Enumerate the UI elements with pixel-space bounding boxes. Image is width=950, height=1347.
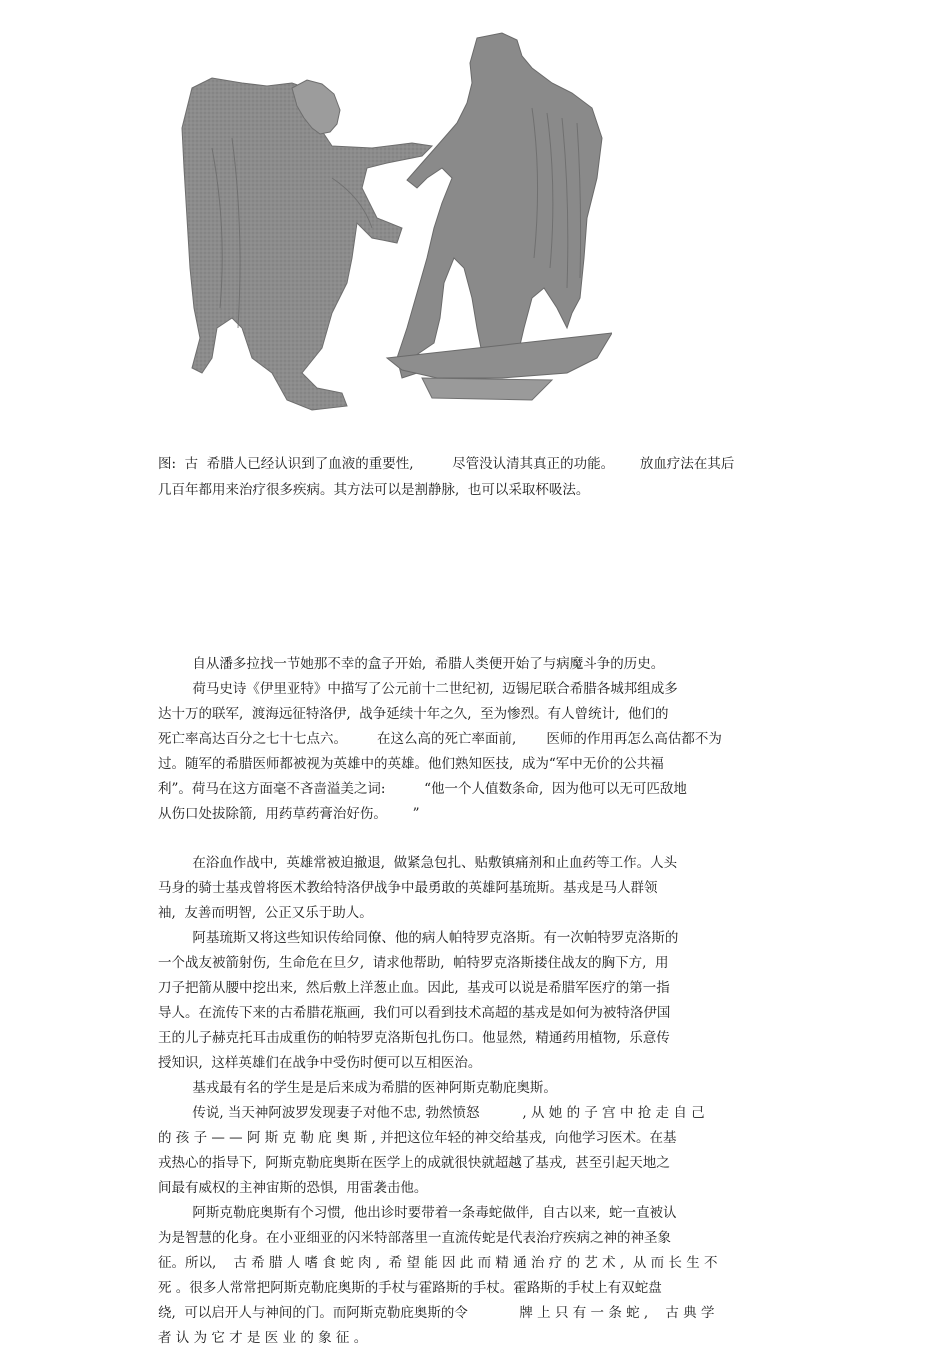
text-line: 达十万的联军, 渡海远征特洛伊, 战争延续十年之久, 至为惨烈。有人曾统计, 他们的 xyxy=(158,706,669,722)
text-line: 阿斯克勒庇奥斯有个习惯, 他出诊时要带着一条毒蛇做伴, 自古以来, 蛇一直被认 xyxy=(158,1205,677,1221)
text-line: 在浴血作战中, 英雄常被迫撤退, 做紧急包扎、贴敷镇痛剂和止血药等工作。人头 xyxy=(158,855,678,871)
text-line: 授知识, 这样英雄们在战争中受伤时便可以互相医治。 xyxy=(158,1055,482,1071)
figure-caption-line-1: 图: 古 希腊人已经认识到了血液的重要性, 尽管没认清其真正的功能。 放血疗法在其后 xyxy=(158,456,735,472)
text-line: 绕, 可以启开人与神间的门。而阿斯克勒庇奥斯的令 牌 上 只 有 一 条 蛇 , 古 典 学 xyxy=(158,1305,715,1321)
text-line: 传说, 当天神阿波罗发现妻子对他不忠, 勃然愤怒 , 从 她 的 子 宫 中 抢 走 自 己 xyxy=(158,1105,705,1121)
text-line: 一个战友被箭射伤, 生命危在旦夕, 请求他帮助, 帕特罗克洛斯搂住战友的胸下方, 用 xyxy=(158,955,669,971)
figure-caption-line-2: 几百年都用来治疗很多疾病。其方法可以是割静脉, 也可以采取杯吸法。 xyxy=(158,482,590,498)
text-line: 阿基琉斯又将这些知识传给同僚、他的病人帕特罗克洛斯。有一次帕特罗克洛斯的 xyxy=(158,930,679,946)
text-line: 袖, 友善而明智, 公正又乐于助人。 xyxy=(158,905,373,921)
text-line: 者 认 为 它 才 是 医 业 的 象 征 。 xyxy=(158,1330,368,1346)
text-line: 马身的骑士基戎曾将医术教给特洛伊战争中最勇敢的英雄阿基琉斯。基戎是马人群领 xyxy=(158,880,658,896)
text-line: 间最有威权的主神宙斯的恐惧, 用雷袭击他。 xyxy=(158,1180,428,1196)
text-line: 自从潘多拉找一节她那不幸的盒子开始, 希腊人类便开始了与病魔斗争的历史。 xyxy=(158,656,665,672)
text-line: 征。所以, 古 希 腊 人 嗜 食 蛇 肉 , 希 望 能 因 此 而 精 通 治 疗 的 艺 术 , 从 而 长 生 不 xyxy=(158,1255,718,1271)
text-line: 荷马史诗《伊里亚特》中描写了公元前十二世纪初, 迈锡尼联合希腊各城邦组成多 xyxy=(158,681,678,697)
text-line: 的 孩 子 — — 阿 斯 克 勒 庇 奥 斯 , 并把这位年轻的神交给基戎, 向他学习医术。在基 xyxy=(158,1130,677,1146)
text-line: 过。随军的希腊医师都被视为英雄中的英雄。他们熟知医技, 成为“军中无价的公共福 xyxy=(158,756,664,772)
text-line: 死 。很多人常常把阿斯克勒庇奥斯的手杖与霍路斯的手杖。霍路斯的手杖上有双蛇盘 xyxy=(158,1280,662,1296)
vase-painting-image xyxy=(172,28,612,418)
text-line: 王的儿子赫克托耳击成重伤的帕特罗克洛斯包扎伤口。他显然, 精通药用植物, 乐意传 xyxy=(158,1030,670,1046)
text-line: 利”。荷马在这方面毫不吝啬溢美之词: “他一个人值数条命, 因为他可以无可匹敌地 xyxy=(158,781,687,797)
text-line: 戎热心的指导下, 阿斯克勒庇奥斯在医学上的成就很快就超越了基戎, 甚至引起天地之 xyxy=(158,1155,670,1171)
text-line: 导人。在流传下来的古希腊花瓶画, 我们可以看到技术高超的基戎是如何为被特洛伊国 xyxy=(158,1005,671,1021)
text-line: 为是智慧的化身。在小亚细亚的闪米特部落里一直流传蛇是代表治疗疾病之神的神圣象 xyxy=(158,1230,671,1246)
text-line: 刀子把箭从腰中挖出来, 然后敷上洋葱止血。因此, 基戎可以说是希腊军医疗的第一指 xyxy=(158,980,670,996)
text-line: 死亡率高达百分之七十七点六。 在这么高的死亡率面前, 医师的作用再怎么高估都不为 xyxy=(158,731,722,747)
text-line: 基戎最有名的学生是是后来成为希腊的医神阿斯克勒庇奥斯。 xyxy=(158,1080,557,1096)
text-line: 从伤口处拔除箭, 用药草药膏治好伤。 ” xyxy=(158,806,420,822)
figure-illustration xyxy=(172,28,612,418)
